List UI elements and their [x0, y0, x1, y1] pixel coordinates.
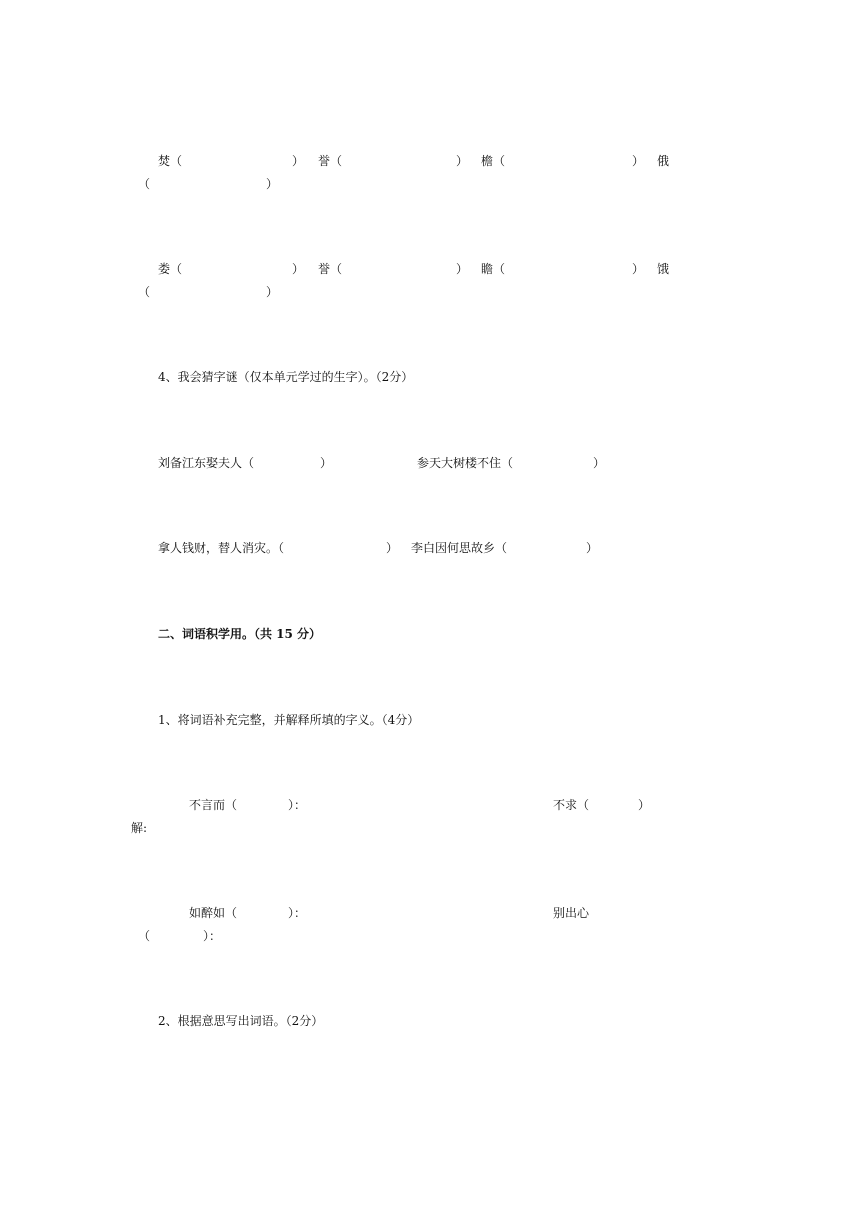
char-blank-close: ） — [632, 154, 645, 168]
char-blank-close: ） — [266, 177, 279, 191]
riddle-text: 刘备江东娶夫人（ — [158, 456, 255, 470]
char-blank-open: 誉（ — [318, 154, 343, 168]
question-1-title: 1、将词语补充完整，并解释所填的字义。（4分） — [158, 713, 420, 727]
idiom-blank-close: ）： — [288, 906, 307, 920]
riddle-blank-close: ） — [586, 541, 599, 555]
idiom-text: 别出心 — [553, 906, 590, 920]
char-blank-close: ） — [456, 154, 469, 168]
char-label: 俄 — [657, 154, 670, 168]
idiom-blank-close: ） — [638, 798, 651, 812]
idiom-blank-open: （ — [138, 929, 151, 943]
char-blank-close: ） — [292, 262, 305, 276]
char-blank-open: 瞻（ — [481, 262, 506, 276]
char-blank-open: 娄（ — [158, 262, 183, 276]
char-blank-close: ） — [292, 154, 305, 168]
char-blank-close: ） — [266, 285, 279, 299]
char-blank-open: 焚（ — [158, 154, 183, 168]
explain-label: 解: — [131, 821, 148, 835]
char-blank-open: （ — [138, 177, 151, 191]
char-label: 饿 — [657, 262, 670, 276]
char-blank-close: ） — [456, 262, 469, 276]
char-blank-open: （ — [138, 285, 151, 299]
idiom-text: 不言而（ — [189, 798, 238, 812]
idiom-text: 不求（ — [553, 798, 590, 812]
riddle-blank-close: ） — [386, 541, 399, 555]
question-4-title: 4、我会猜字谜（仅本单元学过的生字）。（2分） — [158, 370, 414, 384]
idiom-text: 如醉如（ — [189, 906, 238, 920]
riddle-text: 李白因何思故乡（ — [411, 541, 508, 555]
idiom-blank-close: ）： — [288, 798, 307, 812]
riddle-text: 拿人钱财，替人消灾。（ — [158, 541, 285, 555]
char-blank-open: 誉（ — [318, 262, 343, 276]
riddle-blank-close: ） — [593, 456, 606, 470]
char-blank-open: 檐（ — [481, 154, 506, 168]
char-blank-close: ） — [632, 262, 645, 276]
idiom-blank-close: ）： — [203, 929, 222, 943]
question-2-title: 2、根据意思写出词语。（2分） — [158, 1014, 324, 1028]
section-2-heading: 二、词语积学用。（共 15 分） — [158, 627, 322, 641]
riddle-text: 参天大树楼不住（ — [417, 456, 514, 470]
riddle-blank-close: ） — [320, 456, 333, 470]
